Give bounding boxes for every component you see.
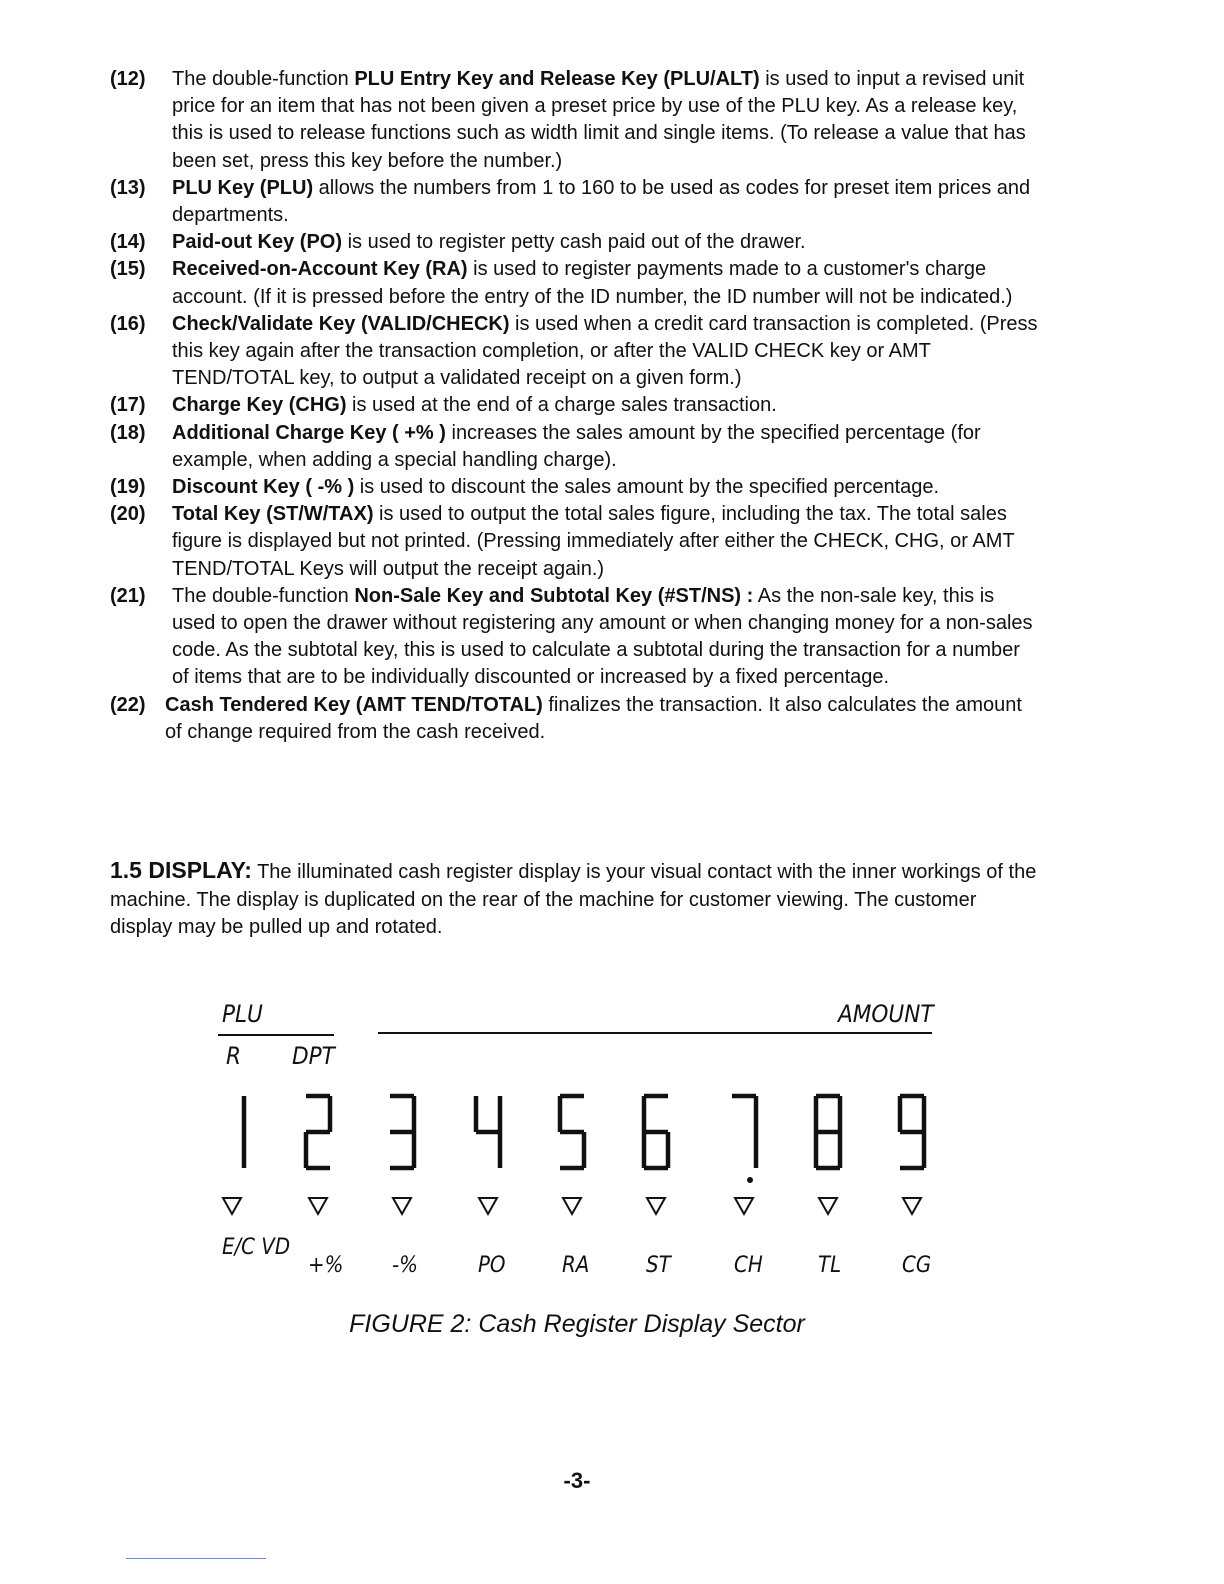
item-key-name: Non-Sale Key and Subtotal Key (#ST/NS) : [354, 584, 754, 607]
item-text [165, 692, 1040, 746]
item-number: (20) [110, 503, 146, 526]
list-item [110, 420, 1040, 474]
key-descriptions-list [110, 66, 1040, 746]
list-item [110, 392, 1040, 419]
display-figure [200, 992, 960, 1302]
item-key-name: Cash Tendered Key (AMT TEND/TOTAL) [165, 693, 543, 716]
dpt-label: DPT [292, 1042, 335, 1070]
figure-caption: FIGURE 2: Cash Register Display Sector [349, 1310, 805, 1338]
item-post: is used to register payments made to a customer's charge account. (If it is pressed before the entry of the ID number, the ID number will not be indicated.) [172, 258, 1013, 308]
seven-segment-digit [560, 1096, 584, 1168]
seven-segment-digit [306, 1096, 330, 1168]
item-post: is used at the end of a charge sales transaction. [346, 394, 777, 417]
plu-label: PLU [222, 1000, 263, 1028]
item-pre: The double-function [172, 68, 355, 90]
indicator-triangle [393, 1198, 411, 1214]
item-post: is used to discount the sales amount by the specified percentage. [354, 476, 940, 499]
item-number: (21) [110, 584, 146, 607]
item-key-name: Charge Key (CHG) [172, 394, 347, 417]
list-item [110, 583, 1040, 692]
list-item [110, 501, 1040, 583]
item-text [172, 583, 1040, 692]
indicator-label: TL [818, 1253, 842, 1278]
list-item [110, 692, 1040, 746]
indicator-triangle [903, 1198, 921, 1214]
item-post: allows the numbers from 1 to 160 to be used as codes for preset item prices and departments. [172, 176, 1031, 227]
indicator-triangle [735, 1198, 753, 1214]
item-number: (14) [110, 231, 146, 254]
display-section [110, 857, 1040, 942]
item-post: finalizes the transaction. It also calculates the amount of change required from the cash received. [165, 693, 1022, 743]
indicator-labels [222, 1235, 931, 1278]
decimal-point [747, 1177, 753, 1183]
item-text [172, 311, 1040, 393]
indicator-triangles [223, 1198, 921, 1214]
amount-label: AMOUNT [838, 1000, 934, 1028]
item-post: As the non-sale key, this is used to open the drawer without registering any amount or when changing money for a non-sales code. As the subtotal key, this is used to calculate a subtotal during the transaction for a number of items that are to be individually discounted or increased by a fixed percentage. [172, 584, 1033, 689]
indicator-label: CH [734, 1253, 763, 1278]
indicator-label: ST [646, 1253, 671, 1278]
section-body: The illuminated cash register display is your visual contact with the inner workings of the machine. The display is duplicated on the rear of the machine for customer viewing. The customer display may be pulled up and rotated. [110, 861, 1037, 938]
item-key-name: Received-on-Account Key (RA) [172, 258, 468, 281]
indicator-label: -% [392, 1253, 418, 1278]
indicator-triangle [647, 1198, 665, 1214]
item-post: increases the sales amount by the specified percentage (for example, when adding a special handling charge). [172, 421, 981, 471]
item-pre: The double-function [172, 584, 355, 607]
list-item [110, 66, 1040, 175]
item-key-name: Paid-out Key (PO) [172, 231, 343, 254]
item-text [172, 66, 1040, 175]
list-item [110, 311, 1040, 393]
indicator-triangle [309, 1198, 327, 1214]
section-title: 1.5 DISPLAY: [110, 857, 252, 883]
page-number: -3- [563, 1468, 591, 1493]
seven-segment-digit [390, 1096, 414, 1168]
item-number: (17) [110, 394, 146, 417]
indicator-triangle [563, 1198, 581, 1214]
item-text [172, 175, 1040, 229]
item-key-name: PLU Key (PLU) [172, 176, 314, 199]
item-post: is used to input a revised unit price for an item that has not been given a preset price by use of the PLU key. As a release key, this is used to release functions such as width limit and single items. (To release a value that has been set, press this key before the number.) [172, 68, 1026, 172]
list-item [110, 256, 1040, 310]
indicator-label: PO [478, 1253, 506, 1278]
list-item [110, 229, 1040, 256]
item-text [172, 229, 1040, 256]
item-number: (22) [110, 693, 146, 716]
seven-segment-digit [644, 1096, 668, 1168]
indicator-label: +% [308, 1253, 344, 1278]
list-item [110, 175, 1040, 229]
item-key-name: Total Key (ST/W/TAX) [172, 503, 374, 526]
item-text [172, 474, 1040, 501]
indicator-label: E/C VD [222, 1235, 291, 1260]
item-text [172, 392, 1040, 419]
indicator-label: CG [902, 1253, 932, 1278]
digit-row [244, 1096, 924, 1183]
item-text [172, 256, 1040, 310]
footer-rule [126, 1558, 266, 1559]
item-text [172, 501, 1040, 583]
seven-segment-digit [816, 1096, 840, 1168]
seven-segment-digit [476, 1096, 500, 1168]
list-item [110, 474, 1040, 501]
item-post: is used to register petty cash paid out of the drawer. [342, 231, 806, 254]
item-number: (19) [110, 476, 146, 499]
indicator-triangle [223, 1198, 241, 1214]
item-text [172, 420, 1040, 474]
item-key-name: PLU Entry Key and Release Key (PLU/ALT) [354, 68, 760, 90]
item-key-name: Discount Key ( -% ) [172, 476, 355, 499]
item-number: (18) [110, 421, 146, 444]
item-number: (16) [110, 312, 146, 335]
item-number: (15) [110, 258, 146, 281]
seven-segment-digit [900, 1096, 924, 1168]
indicator-triangle [819, 1198, 837, 1214]
r-label: R [226, 1042, 241, 1070]
item-post: is used to output the total sales figure, including the tax. The total sales figure is displayed but not printed. (Pressing immediately after either the CHECK, CHG, or AMT TEND/TOTAL Keys will output the receipt again.) [172, 503, 1015, 580]
item-key-name: Check/Validate Key (VALID/CHECK) [172, 312, 510, 335]
indicator-triangle [479, 1198, 497, 1214]
item-post: is used when a credit card transaction is completed. (Press this key again after the transaction completion, or after the VALID CHECK key or AMT TEND/TOTAL key, to output a validated receipt on a given form.) [172, 312, 1038, 390]
item-key-name: Additional Charge Key ( +% ) [172, 421, 446, 444]
seven-segment-digit [732, 1096, 756, 1168]
indicator-label: RA [562, 1253, 590, 1278]
item-number: (13) [110, 176, 146, 199]
item-number: (12) [110, 68, 146, 90]
